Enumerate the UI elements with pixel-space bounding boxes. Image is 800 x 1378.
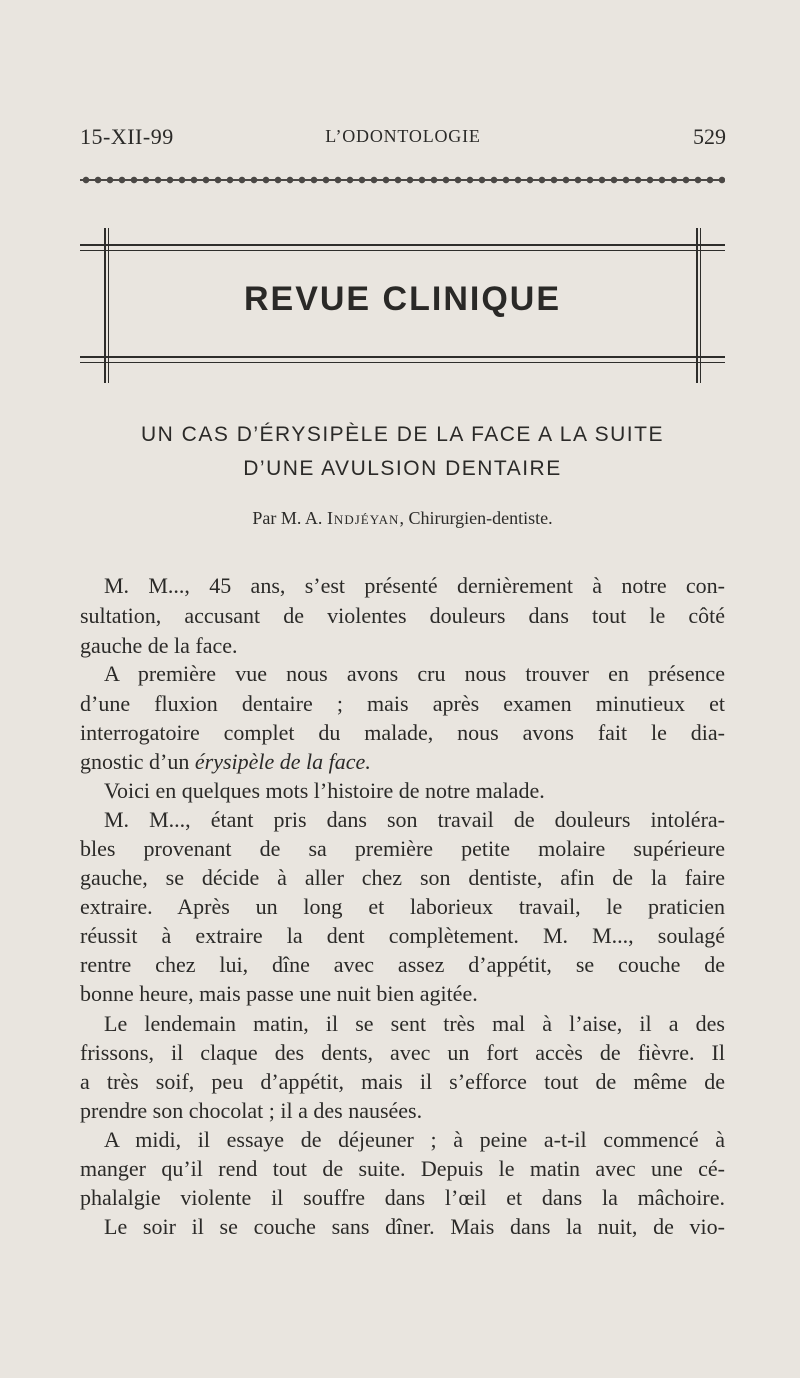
- byline-author: Indjéyan: [326, 508, 400, 528]
- body-line: a très soif, peu d’appétit, mais il s’efforce tout de même de: [80, 1069, 725, 1094]
- frame-bottom-rule-inner: [80, 362, 725, 363]
- byline-suffix: , Chirurgien-dentiste.: [399, 508, 553, 528]
- body-line: prendre son chocolat ; il a des nausées.: [80, 1098, 423, 1123]
- body-line: interrogatoire complet du malade, nous avons fait le dia-: [80, 720, 725, 745]
- body-line: M. M..., 45 ans, s’est présenté dernièrement à notre con-: [104, 573, 725, 598]
- section-title-frame: [80, 228, 725, 383]
- body-line: sultation, accusant de violentes douleurs dans tout le côté: [80, 603, 725, 628]
- body-line: M. M..., étant pris dans son travail de douleurs intoléra-: [104, 807, 725, 832]
- body-line: gauche de la face.: [80, 633, 238, 658]
- article-title-line-1: UN CAS D’ÉRYSIPÈLE DE LA FACE A LA SUITE: [141, 423, 664, 446]
- body-line: bles provenant de sa première petite molaire supérieure: [80, 836, 725, 861]
- body-line: bonne heure, mais passe une nuit bien agitée.: [80, 981, 478, 1006]
- body-line: A midi, il essaye de déjeuner ; à peine a-t-il commencé à: [104, 1127, 725, 1152]
- body-line: gauche, se décide à aller chez son dentiste, afin de la faire: [80, 865, 725, 890]
- body-line-with-italic: [80, 751, 725, 773]
- body-line: réussit à extraire la dent complètement. M. M..., soulagé: [80, 923, 725, 948]
- frame-top-rule: [80, 244, 725, 246]
- body-line: Le lendemain matin, il se sent très mal à l’aise, il a des: [104, 1011, 725, 1036]
- frame-bottom-rule: [80, 356, 725, 358]
- section-title: REVUE CLINIQUE: [243, 280, 562, 318]
- body-line: manger qu’il rend tout de suite. Depuis le matin avec une cé-: [80, 1156, 725, 1181]
- body-line: frissons, il claque des dents, avec un fort accès de fièvre. Il: [80, 1040, 725, 1065]
- frame-top-rule-inner: [80, 250, 725, 251]
- body-line: d’une fluxion dentaire ; mais après examen minutieux et: [80, 691, 725, 716]
- decorative-ornament-band: [80, 172, 725, 188]
- article-title-line-2: D’UNE AVULSION DENTAIRE: [243, 457, 562, 480]
- body-line: phalalgie violente il souffre dans l’œil et dans la mâchoire.: [80, 1185, 725, 1210]
- body-line: A première vue nous avons cru nous trouver en présence: [104, 661, 725, 686]
- issue-date: 15-XII-99: [80, 124, 174, 149]
- italic-diagnosis: érysipèle de la face.: [194, 749, 371, 774]
- body-line: Le soir il se couche sans dîner. Mais dans la nuit, de vio-: [104, 1214, 725, 1239]
- body-line: Voici en quelques mots l’histoire de notre malade.: [104, 778, 545, 803]
- body-line: rentre chez lui, dîne avec assez d’appétit, se couche de: [80, 952, 725, 977]
- page-number: 529: [693, 124, 726, 149]
- body-line-text: gnostic d’un: [80, 749, 195, 774]
- byline: [80, 508, 725, 529]
- byline-prefix: Par M. A.: [252, 508, 323, 528]
- body-line: extraire. Après un long et laborieux travail, le praticien: [80, 894, 725, 919]
- journal-name: L’ODONTOLOGIE: [325, 126, 481, 146]
- running-head: [80, 124, 726, 154]
